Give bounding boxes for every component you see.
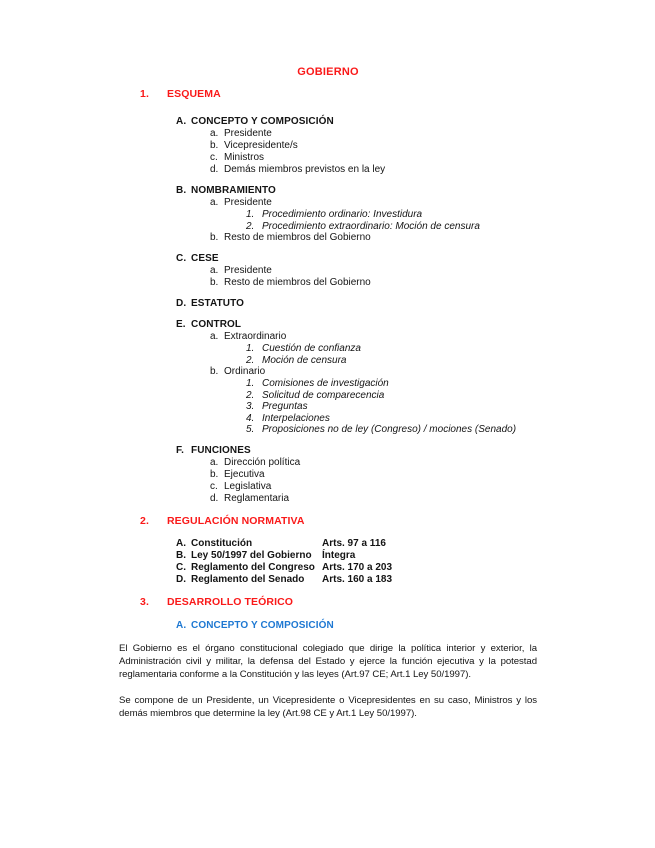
outline-group-nombramiento: [119, 185, 537, 197]
row-label: Ley 50/1997 del Gobierno: [191, 549, 312, 561]
item-text: Demás miembros previstos en la ley: [224, 164, 386, 175]
outline-subitem: [119, 424, 537, 436]
item-text: Vicepresidente/s: [224, 140, 298, 151]
body-paragraph: El Gobierno es el órgano constitucional colegiado que dirige la política interior y exterior, la Administración civil y militar, la defensa del Estado y ejerce la función ejecutiva y la potestad reglamentaria conforme a la Constitución y las leyes (Art.97 CE; Art.1 Ley 50/1997).: [119, 642, 537, 680]
regulation-row: [119, 538, 537, 550]
outline-group-estatuto: [119, 298, 537, 310]
section-heading-desarrollo: [119, 596, 537, 608]
item-marker: a.: [210, 456, 219, 468]
subitem-marker: 2.: [246, 220, 255, 232]
outline-subitem: [119, 209, 537, 221]
subitem-marker: 4.: [246, 412, 255, 424]
item-marker: b.: [210, 277, 219, 288]
group-letter: F.: [176, 444, 184, 456]
body-paragraph: Se compone de un Presidente, un Vicepresidente o Vicepresidentes en su caso, Ministros y los demás miembros que determine la ley (Art.98 CE y Art.1 Ley 50/1997).: [119, 694, 537, 719]
item-marker: a.: [210, 331, 219, 342]
row-articles: Arts. 97 a 116: [322, 537, 386, 549]
outline-group-control: [119, 319, 537, 331]
item-text: Dirección política: [224, 456, 301, 468]
outline-item: [119, 197, 537, 209]
item-marker: a.: [210, 197, 219, 208]
outline-item: [119, 481, 537, 493]
outline-item: [119, 331, 537, 343]
item-text: Resto de miembros del Gobierno: [224, 232, 371, 243]
outline-item: [119, 366, 537, 378]
subitem-marker: 3.: [246, 401, 255, 412]
row-articles: Arts. 170 a 203: [322, 561, 393, 573]
row-label: Reglamento del Congreso: [191, 561, 315, 573]
row-letter: D.: [176, 573, 186, 585]
outline-subitem: [119, 221, 537, 233]
item-text: Ministros: [224, 152, 265, 163]
outline-group-concepto: [119, 116, 537, 128]
subitem-text: Solicitud de comparecencia: [262, 389, 385, 401]
outline-item: [119, 469, 537, 481]
outline-subitem: [119, 355, 537, 367]
regulation-row: [119, 562, 537, 574]
outline-item: [119, 493, 537, 505]
group-letter: E.: [176, 319, 186, 330]
subitem-marker: 1.: [246, 378, 255, 389]
subitem-text: Cuestión de confianza: [262, 343, 361, 354]
group-letter: D.: [176, 298, 187, 309]
item-text: Presidente: [224, 197, 272, 208]
outline-subitem: [119, 413, 537, 425]
subsection-letter: A.: [176, 619, 187, 631]
item-text: Reglamentaria: [224, 492, 290, 504]
outline-subitem: [119, 343, 537, 355]
item-text: Ordinario: [224, 366, 266, 377]
outline-group-cese: [119, 253, 537, 265]
subitem-text: Moción de censura: [262, 354, 347, 366]
item-marker: d.: [210, 492, 219, 504]
section-heading-esquema: [119, 88, 537, 100]
item-text: Extraordinario: [224, 331, 287, 342]
section-number: 1.: [140, 88, 149, 100]
item-marker: a.: [210, 128, 219, 139]
subsection-heading-concepto: [119, 620, 537, 632]
item-text: Presidente: [224, 265, 272, 276]
row-letter: A.: [176, 537, 186, 549]
group-title: NOMBRAMIENTO: [191, 185, 276, 196]
group-title: ESTATUTO: [191, 298, 245, 309]
item-marker: c.: [210, 480, 218, 492]
section-label: REGULACIÓN NORMATIVA: [167, 514, 305, 527]
subitem-marker: 2.: [246, 389, 255, 401]
subitem-text: Procedimiento extraordinario: Moción de censura: [262, 220, 480, 232]
subsection-title: CONCEPTO Y COMPOSICIÓN: [191, 619, 334, 631]
outline-item: [119, 164, 537, 176]
subitem-text: Procedimiento ordinario: Investidura: [262, 209, 423, 220]
subitem-text: Preguntas: [262, 401, 308, 412]
section-label: DESARROLLO TEÓRICO: [167, 595, 294, 608]
outline-group-funciones: [119, 445, 537, 457]
item-text: Ejecutiva: [224, 468, 265, 480]
item-marker: d.: [210, 164, 219, 175]
row-letter: C.: [176, 561, 186, 573]
section-heading-regulacion: [119, 515, 537, 527]
group-letter: A.: [176, 116, 187, 127]
group-letter: B.: [176, 185, 187, 196]
subitem-marker: 1.: [246, 343, 255, 354]
group-title: CESE: [191, 253, 219, 264]
row-articles: Íntegra: [322, 549, 356, 561]
row-articles: Arts. 160 a 183: [322, 573, 393, 585]
outline-item: [119, 128, 537, 140]
item-text: Resto de miembros del Gobierno: [224, 277, 371, 288]
item-marker: b.: [210, 468, 219, 480]
row-label: Constitución: [191, 537, 253, 549]
outline-item: [119, 152, 537, 164]
item-text: Legislativa: [224, 480, 272, 492]
row-letter: B.: [176, 549, 186, 561]
item-text: Presidente: [224, 128, 272, 139]
group-title: CONTROL: [191, 319, 242, 330]
item-marker: b.: [210, 232, 219, 243]
section-number: 3.: [140, 595, 149, 608]
item-marker: c.: [210, 152, 218, 163]
outline-subitem: [119, 390, 537, 402]
subitem-text: Comisiones de investigación: [262, 378, 389, 389]
group-title: CONCEPTO Y COMPOSICIÓN: [191, 116, 334, 127]
section-number: 2.: [140, 514, 149, 527]
outline-item: [119, 232, 537, 244]
subitem-marker: 1.: [246, 209, 255, 220]
outline-item: [119, 277, 537, 289]
outline-item: [119, 457, 537, 469]
row-label: Reglamento del Senado: [191, 573, 305, 585]
outline-item: [119, 265, 537, 277]
outline-subitem: [119, 378, 537, 390]
subitem-text: Proposiciones no de ley (Congreso) / mociones (Senado): [262, 424, 517, 435]
subitem-marker: 2.: [246, 354, 255, 366]
document-title: GOBIERNO: [297, 66, 359, 78]
item-marker: a.: [210, 265, 219, 276]
regulation-row: [119, 574, 537, 586]
outline-item: [119, 140, 537, 152]
regulation-table: [119, 538, 537, 586]
item-marker: b.: [210, 140, 219, 151]
subitem-marker: 5.: [246, 424, 255, 435]
subitem-text: Interpelaciones: [262, 412, 330, 424]
regulation-row: [119, 550, 537, 562]
section-label: ESQUEMA: [167, 88, 221, 100]
outline-subitem: [119, 401, 537, 413]
item-marker: b.: [210, 366, 219, 377]
group-letter: C.: [176, 253, 187, 264]
group-title: FUNCIONES: [191, 444, 251, 456]
